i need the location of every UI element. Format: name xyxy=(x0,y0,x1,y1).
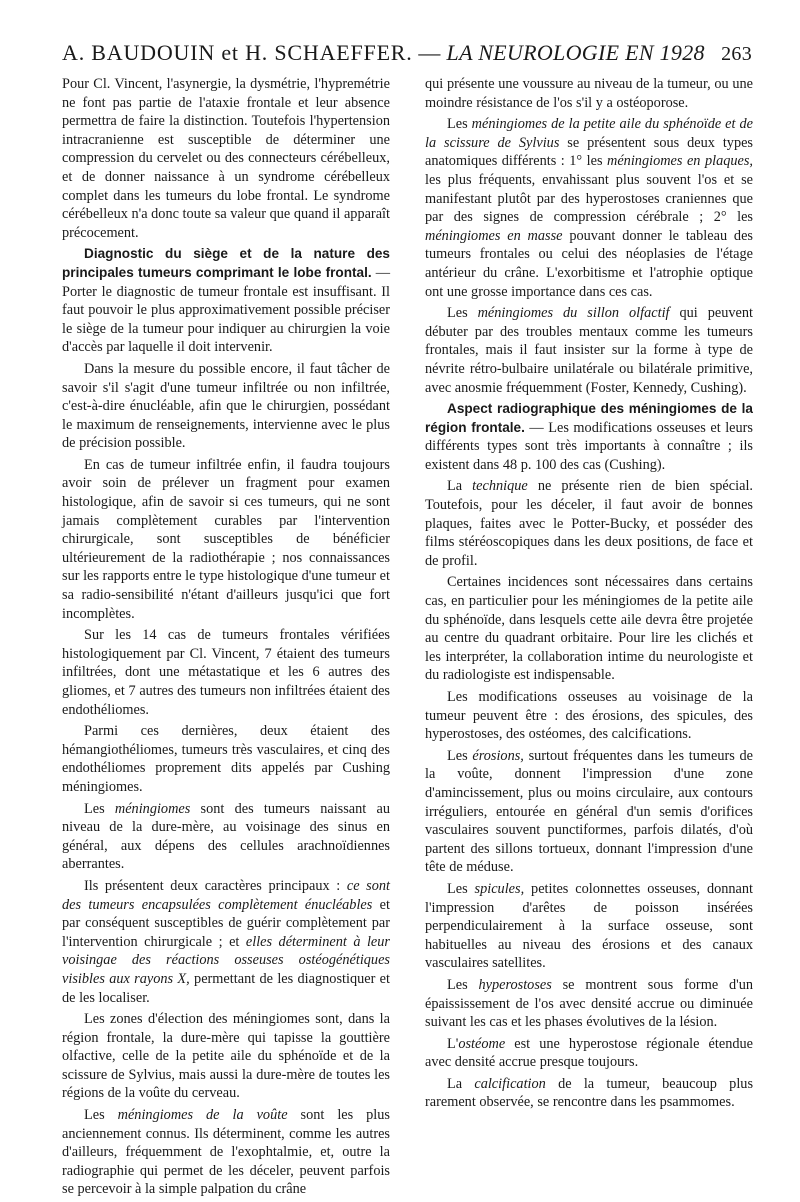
text: qui peuvent débuter par des troubles mentaux comme les tumeurs frontales, mais il faut insister sur la forme à type de névrite rétro-bulbaire unilatérale ou bilatérale primitive, avec anosmie fréquemment (Foster, Kennedy, Cushing). xyxy=(425,305,753,396)
paragraph xyxy=(425,304,753,397)
text: se montrent sous forme d'un épaississement de l'os avec densité accrue ou diminuée suivant les cas et les phases évolutives de la lésion. xyxy=(425,976,754,1031)
text: et par conséquent susceptibles de guérir complètement par l'intervention chirurgicale ; et xyxy=(62,896,390,950)
text: Ils présentent deux caractères principaux : xyxy=(84,877,347,894)
text: ne présente rien de bien spécial. Toutefois, pour les déceler, il faut avoir de bonnes plaques, faites avec le Potter-Bucky, et posséder des films stéréoscopiques dans les deux positions, de face et de profil. xyxy=(425,478,753,569)
section-heading: Aspect radiographique des méningiomes de la région frontale. xyxy=(425,401,753,435)
header-left xyxy=(62,40,705,66)
paragraph: qui présente une voussure au niveau de la tumeur, ou une moindre résistance de l'os s'il y a ostéoporose. xyxy=(425,76,753,111)
text: L' xyxy=(447,1035,459,1052)
italic-term: elles déterminent à leur voisingae des réactions osseuses ostéogénétiques visibles aux rayons X, xyxy=(62,933,390,987)
paragraph xyxy=(62,1106,390,1199)
paragraph-text: — Les modifications osseuses et leurs différents types sont très importants à connaître ; ils existent dans 48 p. 100 des cas (Cushing). xyxy=(425,419,753,473)
text: La xyxy=(447,478,473,495)
paragraph xyxy=(425,400,753,474)
text: sont des tumeurs naissant au niveau de la dure-mère, au voisinage des sinus en général, aux dépens des cellules arachnoïdiennes aberrantes. xyxy=(62,800,390,873)
paragraph: Les modifications osseuses au voisinage de la tumeur peuvent être : des érosions, des spicules, des hyperostoses, des ostéomes, des calcifications. xyxy=(425,689,753,743)
italic-term: méningiomes de la petite aile du sphénoïde et de la scissure de Sylvius xyxy=(425,116,753,151)
paragraph xyxy=(425,1035,753,1072)
text: Les xyxy=(447,747,473,764)
paragraph xyxy=(425,747,753,877)
italic-term: méningiomes xyxy=(114,800,191,817)
text: de la tumeur, beaucoup plus rarement observée, se rencontre dans les psammomes. xyxy=(425,1075,754,1111)
italic-term: érosions, xyxy=(472,747,524,764)
running-header xyxy=(62,40,752,70)
text: Les xyxy=(84,1107,118,1124)
text: Les xyxy=(447,116,472,133)
paragraph: Dans la mesure du possible encore, il faut tâcher de savoir s'il s'agit d'une tumeur infiltrée ou non infiltrée, c'est-à-dire énucléable, afin que le chirurgien, possédant le maximum de renseignements, intervienne avec le plus de précision possible. xyxy=(62,360,390,452)
paragraph: Parmi ces dernières, deux étaient des hémangiothéliomes, tumeurs très vasculaires, et cinq des endothéliomes proprement dits appelés par Cushing méningiomes. xyxy=(62,723,390,795)
text: Les xyxy=(447,305,478,322)
text: les plus fréquents, envahissant plus souvent l'os et se manifestant plutôt par des hyperostoses craniennes que par des signes de compression cérébrale ; 2° les xyxy=(425,171,753,226)
italic-term: hyperostoses xyxy=(478,976,552,993)
text: pouvant donner le tableau des tumeurs frontales ou celui des néoplasies de l'étage antérieur du crâne. L'exorbitisme et l'atrophie optique ont une grosse importance dans ces cas. xyxy=(425,227,753,300)
italic-term: méningiomes du sillon olfactif xyxy=(477,305,670,322)
text: La xyxy=(447,1075,475,1092)
paragraph xyxy=(62,800,390,874)
paragraph xyxy=(425,880,753,973)
italic-term: méningiomes en plaques, xyxy=(607,153,754,170)
header-journal-title: LA NEUROLOGIE EN 1928 xyxy=(446,40,705,65)
text: Les xyxy=(84,800,115,817)
paragraph xyxy=(425,976,753,1032)
text: permettant de les diagnostiquer et de les localiser. xyxy=(62,970,390,1006)
italic-term: technique xyxy=(472,478,528,495)
text: se présentent sous deux types anatomiques différents : 1° les xyxy=(425,134,753,170)
section-heading: Diagnostic du siège et de la nature des principales tumeurs comprimant le lobe frontal. xyxy=(62,246,390,280)
right-column xyxy=(425,75,753,1115)
italic-term: méningiomes de la voûte xyxy=(117,1107,288,1124)
text: petites colonnettes osseuses, donnant l'impression d'arêtes de poisson insérées perpendiculairement à la surface osseuse, sont habituelles au niveau des érosions et des canaux vasculaires satellites. xyxy=(425,880,754,972)
italic-term: ostéome xyxy=(458,1035,506,1052)
text: sont les plus anciennement connus. Ils déterminent, comme les autres d'ailleurs, fréquemment de l'exophtalmie, et, outre la radiographie qui permet de les déceler, peuvent parfois se percevoir à la simple palpation du crâne xyxy=(62,1107,390,1198)
header-dash: — xyxy=(418,40,441,65)
text: Les xyxy=(447,976,479,993)
left-column xyxy=(62,75,390,1202)
page-number: 263 xyxy=(721,43,752,65)
text: Les xyxy=(447,880,475,897)
italic-term: méningiomes en masse xyxy=(425,227,563,244)
italic-term: spicules, xyxy=(474,880,525,897)
paragraph xyxy=(425,477,753,570)
paragraph: Sur les 14 cas de tumeurs frontales vérifiées histologiquement par Cl. Vincent, 7 étaient des tumeurs infiltrées, dont une métastatique et les 6 autres des gliomes, et 7 autres des tumeurs non infiltrées étaient des endothéliomes. xyxy=(62,627,390,718)
paragraph: Les zones d'élection des méningiomes sont, dans la région frontale, la dure-mère qui tapisse la gouttière olfactive, celle de la petite aile du sphénoïde et de la scissure de Sylvius, mais aussi la dure-mère de toutes les régions de la voûte du cerveau. xyxy=(62,1011,390,1102)
paragraph xyxy=(62,877,390,1007)
italic-term: calcification xyxy=(474,1075,546,1092)
paragraph xyxy=(425,1075,753,1112)
paragraph xyxy=(425,115,753,301)
text: est une hyperostose régionale étendue avec densité accrue presque toujours. xyxy=(425,1035,753,1071)
italic-term: ce sont des tumeurs encapsulées complètement énucléables xyxy=(62,877,390,913)
paragraph-text: — Porter le diagnostic de tumeur frontale est insuffisant. Il faut pouvoir le plus approximativement possible préciser le siège de la tumeur pour indiquer au chirurgien la voie d'accès par laquelle il doit intervenir. xyxy=(62,264,391,356)
paragraph: Certaines incidences sont nécessaires dans certains cas, en particulier pour les méningiomes de la petite aile du sphénoïde, dans lesquels cette aile devra être projetée au centre du quadrant orbitaire. Pour lire les clichés et les interpréter, la collaboration intime du neurologiste et du radiologiste est indispensable. xyxy=(425,574,753,684)
header-authors: A. BAUDOUIN et H. SCHAEFFER. xyxy=(62,40,413,65)
paragraph xyxy=(62,245,390,357)
paragraph: Pour Cl. Vincent, l'asynergie, la dysmétrie, l'hypremétrie ne font pas partie de l'ataxie frontale et leur absence permettra de faire la distinction. Toutefois l'hypertension intracranienne est susceptible de déterminer une compression du cervelet ou des connecteurs cérébelleux, et de donner naissance à un syndrome cérébelleux complet dans les tumeurs du lobe frontal. Le syndrome cérébelleux n'a donc toute sa valeur que quand il apparaît précocement. xyxy=(62,76,390,241)
text: surtout fréquentes dans les tumeurs de la voûte, donnent l'impression d'une zone d'amincissement, plus ou moins circulaire, aux contours irréguliers, entourée en général d'un semis d'orifices vasculaires souvent punctiformes, parfois dilatés, d'où partent des sillons tortueux, donnant l'impression d'une tête de méduse. xyxy=(425,747,754,876)
paragraph: En cas de tumeur infiltrée enfin, il faudra toujours avoir soin de prélever un fragment pour examen histologique, afin de savoir si ces tumeurs, qui ne sont jamais complètement curables par l'intervention chirurgicale, sont susceptibles de bénéficier ultérieurement de la radiothérapie ; nos connaissances sur les rapports entre le type histologique d'une tumeur et sa radio-sensibilité n'étant d'ailleurs jusqu'ici que fort incomplètes. xyxy=(62,456,390,622)
